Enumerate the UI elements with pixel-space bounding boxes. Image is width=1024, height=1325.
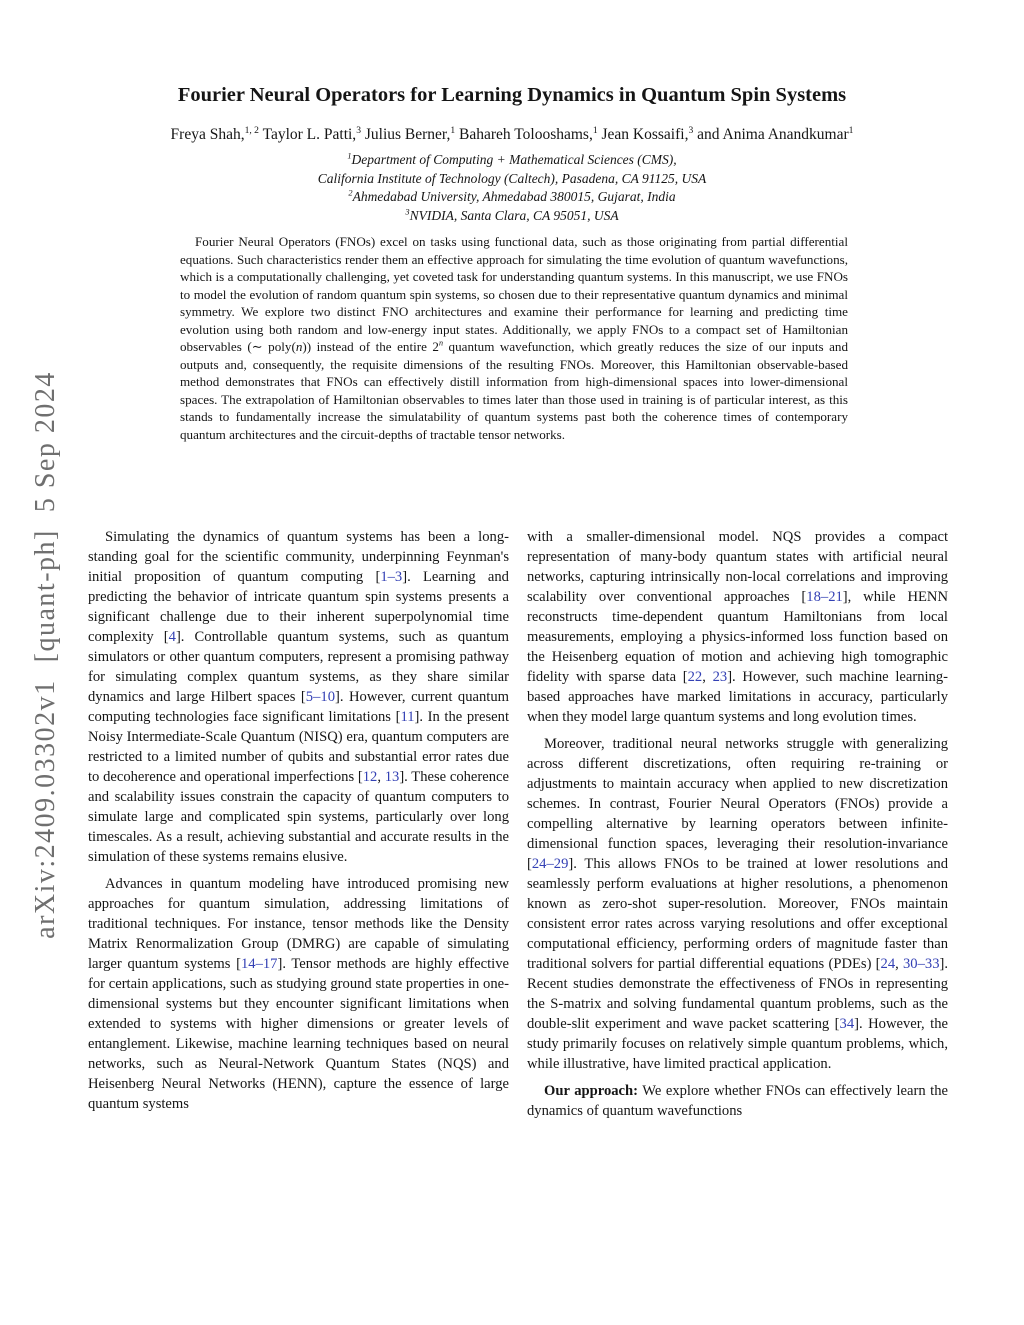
citation-link[interactable]: 1–3 — [380, 569, 403, 585]
body-column-right — [527, 527, 948, 1121]
affiliation-line: $^3$NVIDIA, Santa Clara, CA 95051, USA — [405, 207, 619, 223]
affiliation-line: $^1$Department of Computing + Mathematical Sciences (CMS), — [347, 151, 677, 167]
paper-title: Fourier Neural Operators for Learning Dynamics in Quantum Spin Systems — [177, 84, 847, 106]
citation-link[interactable]: 13 — [384, 769, 400, 785]
citation-link[interactable]: 34 — [839, 1016, 855, 1032]
paragraph: Moreover, traditional neural networks struggle with generalizing across different discretizations, often requiring re-training or adjustments to maintain accuracy when applied to new discretization schemes. In contrast, Fourier Neural Operators (FNOs) provide a compelling alternative by learning operators between infinite-dimensional function spaces, leveraging their resolution-invariance [24–29]. This allows FNOs to be trained at lower resolutions and seamlessly perform evaluations at higher resolutions, a phenomenon known as zero-shot super-resolution. Moreover, FNOs maintain consistent error rates across varying resolutions and offer exceptional computational efficiency, performing orders of magnitude faster than traditional solvers for partial differential equations (PDEs) [24, 30–33]. Recent studies demonstrate the effectiveness of FNOs in representing the S-matrix and solving fundamental quantum problems, such as the double-slit experiment and wave packet scattering [34]. However, the study primarily focuses on relatively simple quantum problems, which, while illustrative, have limited practical application. — [527, 736, 948, 1072]
paragraph: Simulating the dynamics of quantum systems has been a long-standing goal for the scientific community, underpinning Feynman's initial proposition of quantum computing [1–3]. Learning and predicting the behavior of intricate quantum spin systems presents a significant challenge due to their inherent superpolynomial time complexity [4]. Controllable quantum systems, such as quantum simulators or other quantum computers, represent a promising pathway for simulating complex quantum systems, as they share similar dynamics and large Hilbert spaces [5–10]. However, current quantum computing technologies face significant limitations [11]. In the present Noisy Intermediate-Scale Quantum (NISQ) era, quantum computers are restricted to a limited number of qubits and substantial error rates due to decoherence and operational imperfections [12, 13]. These coherence and scalability issues constrain the capacity of quantum computers to simulate large and complicated spin systems, particularly over long timescales. As a result, achieving substantial and accurate results in the simulation of these systems remains elusive. — [88, 529, 510, 865]
body-column-left — [88, 527, 509, 1114]
citation-link[interactable]: 22 — [687, 669, 703, 685]
citation-link[interactable]: 11 — [400, 709, 415, 725]
paragraph: with a smaller-dimensional model. NQS provides a compact representation of many-body quantum states with artificial neural networks, capturing intrinsically non-local correlations and improving scalability over conventional approaches [18–21], while HENN reconstructs time-dependent quantum Hamiltonians from local measurements, employing a physics-informed loss function based on the Heisenberg equation of motion and achieving high tomographic fidelity with sparse data [22, 23]. However, such machine learning-based approaches have marked limitations in accuracy, particularly when they model large quantum systems and long evolution times. — [527, 529, 948, 725]
affiliation-line: $^2$Ahmedabad University, Ahmedabad 380015, Gujarat, India — [348, 188, 676, 204]
authors-line: Freya Shah,$^{1, 2}$ Taylor L. Patti,$^3$ Julius Berner,$^1$ Bahareh Tolooshams,$^1$ Jean Kossaifi,$^3$ and Anima Anandkumar$^1$ — [170, 124, 854, 143]
citation-link[interactable]: 24–29 — [531, 856, 569, 872]
abstract-paragraph: Fourier Neural Operators (FNOs) excel on tasks using functional data, such as those originating from partial differential equations. Such characteristics render them an effective approach for simulating the time evolution of quantum wavefunctions, which is a computationally challenging, yet coveted task for understanding quantum systems. In this manuscript, we use FNOs to model the evolution of random quantum spin systems, so chosen due to their representative quantum dynamics and minimal symmetry. We explore two distinct FNO architectures and examine their performance for learning and predicting time evolution using both random and low-energy input states. Additionally, we apply FNOs to a compact set of Hamiltonian observables (∼ poly(n)) instead of the entire 2$^n$ quantum wavefunction, which greatly reduces the size of our inputs and outputs and, consequently, the requisite dimensions of the resulting FNOs. Moreover, this Hamiltonian observable-based method demonstrates that FNOs can effectively distill information from high-dimensional spaces into lower-dimensional spaces. The extrapolation of Hamiltonian observables to times later than those used in training is of particular interest, as this stands to fundamentally increase the simulatability of quantum systems past both the coherence times of contemporary quantum architectures and the circuit-depths of tractable tensor networks. — [180, 234, 848, 442]
citation-link[interactable]: 30–33 — [903, 956, 940, 972]
affiliation-line: California Institute of Technology (Caltech), Pasadena, CA 91125, USA — [317, 170, 707, 186]
citation-link[interactable]: 12 — [362, 769, 378, 785]
citation-link[interactable]: 18–21 — [806, 589, 843, 605]
paragraph: Our approach: We explore whether FNOs can effectively learn the dynamics of quantum wavefunctions — [527, 1083, 948, 1119]
citation-link[interactable]: 4 — [168, 629, 176, 645]
affiliations-block — [0, 151, 1024, 225]
paragraph: Advances in quantum modeling have introduced promising new approaches for quantum simulation, addressing limitations of traditional techniques. For instance, tensor methods like the Density Matrix Renormalization Group (DMRG) are capable of simulating larger quantum systems [14–17]. Tensor methods are highly effective for certain applications, such as studying ground state properties in one-dimensional systems but they encounter significant limitations when extended to systems with higher dimensions or greater levels of entanglement. Likewise, machine learning techniques based on neural networks, such as Neural-Network Quantum States (NQS) and Heisenberg Neural Networks (HENN), capture the essence of large quantum systems — [88, 876, 509, 1112]
abstract-block — [180, 233, 848, 443]
citation-link[interactable]: 5–10 — [305, 689, 335, 705]
citation-link[interactable]: 14–17 — [240, 956, 278, 972]
arxiv-stamp: arXiv:2409.03302v1 [quant-ph] 5 Sep 2024 — [30, 371, 61, 939]
citation-link[interactable]: 24 — [880, 956, 896, 972]
citation-link[interactable]: 23 — [712, 669, 728, 685]
